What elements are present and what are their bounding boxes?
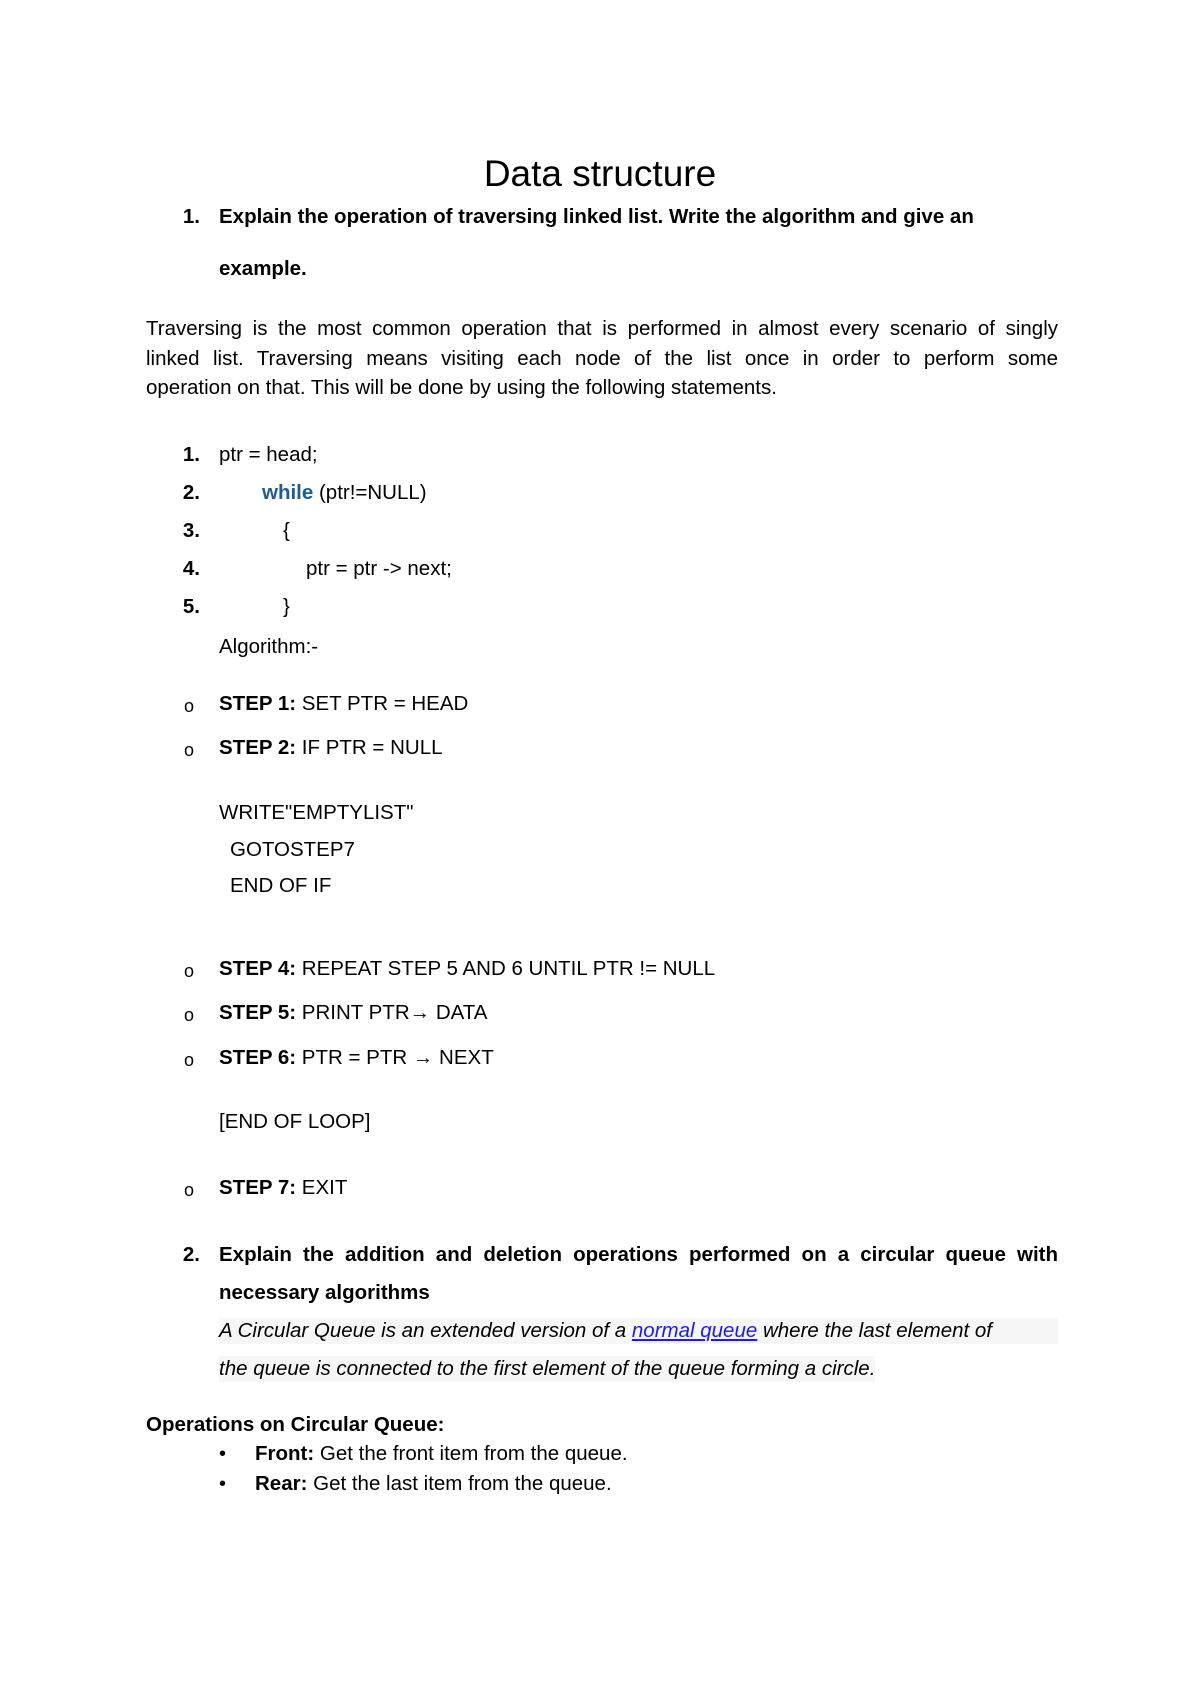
- step-4-label: STEP 4:: [219, 957, 297, 980]
- operation-text: Get the last item from the queue.: [307, 1472, 612, 1495]
- while-keyword: while: [262, 481, 314, 504]
- step-5: [219, 1000, 487, 1026]
- code-line-number: 5.: [182, 595, 200, 618]
- step-7: [219, 1175, 347, 1201]
- step-5-text: PRINT PTR→ DATA: [296, 1001, 488, 1024]
- definition-text: where the last element of: [757, 1319, 993, 1342]
- intro-line-1: Traversing is the most common operation that is performed in almost every scenario of singly: [146, 317, 1058, 340]
- step-2-body-line: END OF IF: [230, 874, 332, 897]
- operation-item-rear: [255, 1471, 612, 1497]
- code-line-number: 3.: [182, 519, 200, 542]
- code-line-number: 2.: [182, 481, 200, 504]
- step-2-body-line: GOTOSTEP7: [230, 838, 355, 861]
- bullet-icon: •: [219, 1443, 227, 1465]
- step-marker: o: [184, 1180, 195, 1200]
- question-2-line-2: necessary algorithms: [219, 1281, 430, 1304]
- step-6-label: STEP 6:: [219, 1046, 297, 1069]
- code-line-text: {: [283, 519, 290, 542]
- code-line-text: [262, 480, 427, 506]
- definition-text: the queue is connected to the first element of the queue forming a circle: [219, 1357, 870, 1380]
- circular-queue-definition-line-1: [219, 1318, 1058, 1344]
- step-1-text: SET PTR = HEAD: [296, 692, 469, 715]
- operations-heading: Operations on Circular Queue:: [146, 1413, 445, 1436]
- definition-end: .: [869, 1357, 876, 1380]
- step-4: [219, 956, 715, 982]
- bullet-icon: •: [219, 1473, 227, 1495]
- step-6-text: PTR = PTR → NEXT: [296, 1046, 494, 1069]
- question-2-number: 2.: [182, 1243, 200, 1266]
- question-2-line-1: Explain the addition and deletion operations performed on a circular queue with: [219, 1243, 1058, 1266]
- question-1-line-1: Explain the operation of traversing linked list. Write the algorithm and give an: [219, 205, 974, 228]
- question-1-number: 1.: [182, 205, 200, 228]
- page-title: Data structure: [483, 153, 717, 194]
- step-2-body-line: WRITE"EMPTYLIST": [219, 801, 414, 824]
- operation-label: Rear:: [255, 1472, 308, 1495]
- operation-item-front: [255, 1441, 628, 1467]
- step-marker: o: [184, 1005, 195, 1025]
- circular-queue-definition-line-2: [219, 1356, 875, 1382]
- step-marker: o: [184, 1050, 195, 1070]
- step-marker: o: [184, 696, 195, 716]
- normal-queue-link[interactable]: normal queue: [631, 1319, 758, 1342]
- step-7-text: EXIT: [296, 1176, 348, 1199]
- code-line-number: 4.: [182, 557, 200, 580]
- code-line-text: ptr = ptr -> next;: [306, 557, 452, 580]
- step-marker: o: [184, 740, 195, 760]
- step-1-label: STEP 1:: [219, 692, 297, 715]
- operation-text: Get the front item from the queue.: [314, 1442, 628, 1465]
- intro-line-2: linked list. Traversing means visiting each node of the list once in order to perform some: [146, 347, 1058, 370]
- code-line-number: 1.: [182, 443, 200, 466]
- code-line-text: ptr = head;: [219, 443, 318, 466]
- step-4-text: REPEAT STEP 5 AND 6 UNTIL PTR != NULL: [296, 957, 716, 980]
- step-7-label: STEP 7:: [219, 1176, 297, 1199]
- step-marker: o: [184, 961, 195, 981]
- code-line-text: }: [283, 595, 290, 618]
- end-of-loop: [END OF LOOP]: [219, 1110, 371, 1133]
- operation-label: Front:: [255, 1442, 315, 1465]
- definition-text: A Circular Queue is an extended version of a: [219, 1319, 632, 1342]
- question-1-line-2: example.: [219, 257, 307, 280]
- step-1: [219, 691, 468, 717]
- algorithm-label: Algorithm:-: [219, 635, 319, 658]
- step-6: [219, 1045, 494, 1071]
- step-5-label: STEP 5:: [219, 1001, 297, 1024]
- intro-line-3: operation on that. This will be done by using the following statements.: [146, 376, 777, 399]
- code-line-text-rest: (ptr!=NULL): [313, 481, 427, 504]
- step-2: [219, 735, 443, 761]
- step-2-label: STEP 2:: [219, 736, 297, 759]
- step-2-text: IF PTR = NULL: [296, 736, 443, 759]
